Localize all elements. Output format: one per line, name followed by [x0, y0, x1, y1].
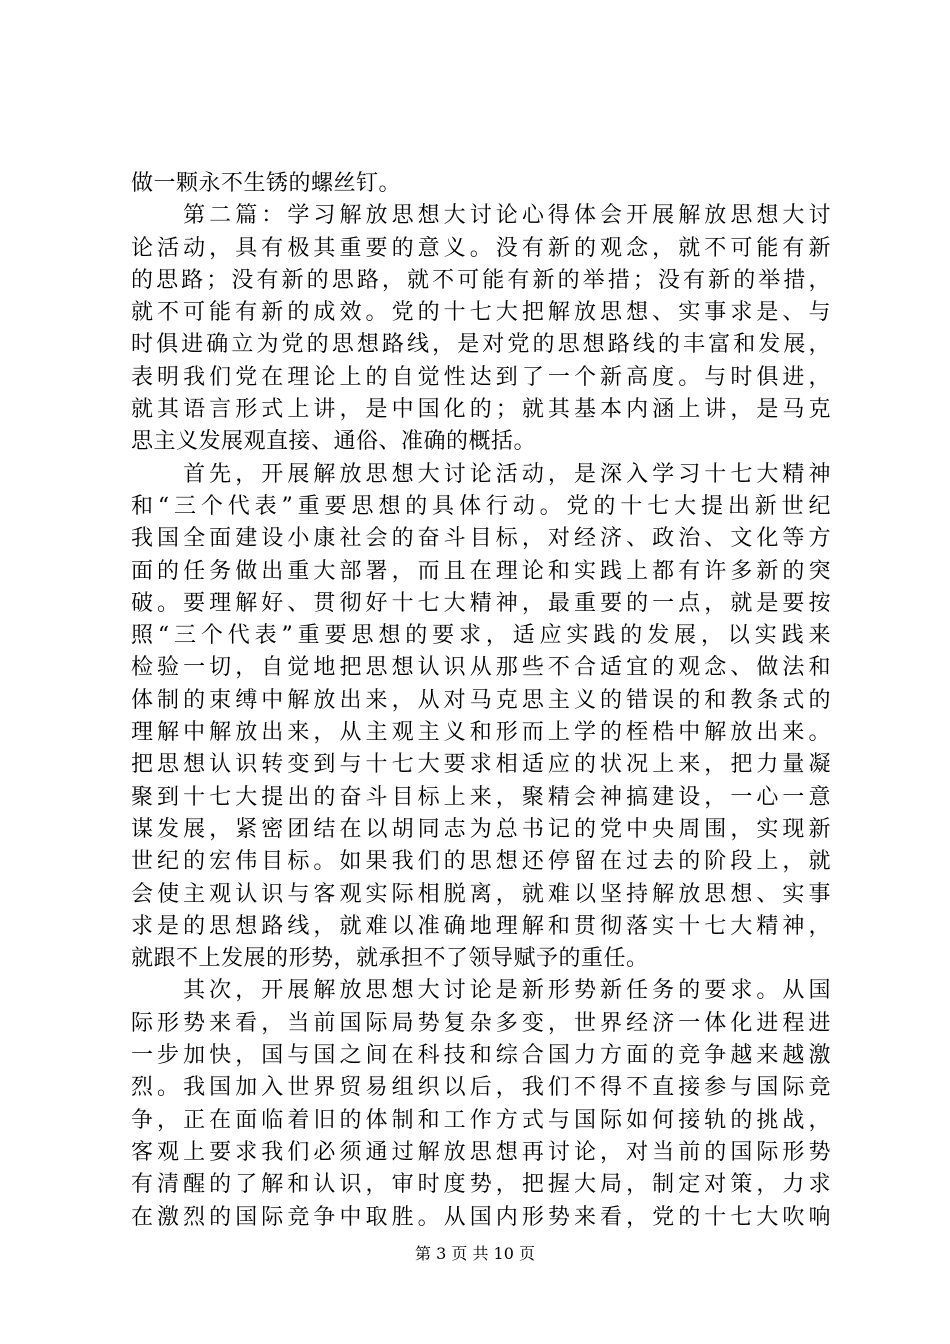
text-line: 理解中解放出来，从主观主义和形而上学的桎梏中解放出来。 — [131, 720, 831, 746]
text-line: 把思想认识转变到与十七大要求相适应的状况上来，把力量凝 — [131, 752, 831, 778]
text-line: 检验一切，自觉地把思想认识从那些不合适宜的观念、做法和 — [131, 655, 831, 681]
text-line: 的思路；没有新的思路，就不可能有新的举措；没有新的举措， — [131, 267, 831, 293]
text-line: 和“三个代表”重要思想的具体行动。党的十七大提出新世纪 — [131, 493, 831, 519]
text-line: 思主义发展观直接、通俗、准确的概括。 — [131, 429, 537, 455]
text-line: 其次，开展解放思想大讨论是新形势新任务的要求。从国 — [131, 978, 831, 1004]
text-line: 做一颗永不生锈的螺丝钉。 — [131, 171, 402, 196]
text-line: 就跟不上发展的形势，就承担不了领导赋予的重任。 — [131, 946, 649, 972]
text-line: 际形势来看，当前国际局势复杂多变，世界经济一体化进程进 — [131, 1010, 831, 1036]
text-line: 体制的束缚中解放出来，从对马克思主义的错误的和教条式的 — [131, 687, 831, 713]
text-line: 世纪的宏伟目标。如果我们的思想还停留在过去的阶段上，就 — [131, 849, 831, 875]
text-line: 谋发展，紧密团结在以胡同志为总书记的党中央周围，实现新 — [131, 816, 831, 842]
text-line: 在激烈的国际竞争中取胜。从国内形势来看，党的十七大吹响 — [131, 1204, 831, 1230]
text-line: 争，正在面临着旧的体制和工作方式与国际如何接轨的挑战， — [131, 1107, 831, 1133]
text-line: 就其语言形式上讲，是中国化的；就其基本内涵上讲，是马克 — [131, 397, 831, 423]
text-line: 首先，开展解放思想大讨论活动，是深入学习十七大精神 — [131, 461, 831, 487]
text-line: 有清醒的了解和认识，审时度势，把握大局，制定对策，力求 — [131, 1172, 831, 1198]
text-line: 就不可能有新的成效。党的十七大把解放思想、实事求是、与 — [131, 300, 831, 326]
text-line: 第二篇：学习解放思想大讨论心得体会开展解放思想大讨 — [131, 203, 831, 229]
text-line: 聚到十七大提出的奋斗目标上来，聚精会神搞建设，一心一意 — [131, 784, 831, 810]
text-line: 面的任务做出重大部署，而且在理论和实践上都有许多新的突 — [131, 558, 831, 584]
text-line: 我国全面建设小康社会的奋斗目标，对经济、政治、文化等方 — [131, 526, 831, 552]
text-line: 照“三个代表”重要思想的要求，适应实践的发展，以实践来 — [131, 623, 831, 649]
text-line: 会使主观认识与客观实际相脱离，就难以坚持解放思想、实事 — [131, 881, 831, 907]
text-line: 论活动，具有极其重要的意义。没有新的观念，就不可能有新 — [131, 235, 831, 261]
text-line: 客观上要求我们必须通过解放思想再讨论，对当前的国际形势 — [131, 1139, 831, 1165]
text-line: 时俱进确立为党的思想路线，是对党的思想路线的丰富和发展， — [131, 332, 831, 358]
text-line: 表明我们党在理论上的自觉性达到了一个新高度。与时俱进， — [131, 364, 831, 390]
text-line: 求是的思想路线，就难以准确地理解和贯彻落实十七大精神， — [131, 913, 831, 939]
body-text — [131, 168, 831, 1234]
text-line: 烈。我国加入世界贸易组织以后，我们不得不直接参与国际竞 — [131, 1075, 831, 1101]
page-footer: 第 3 页 共 10 页 — [415, 1244, 535, 1263]
text-line: 破。要理解好、贯彻好十七大精神，最重要的一点，就是要按 — [131, 590, 831, 616]
text-line: 一步加快，国与国之间在科技和综合国力方面的竞争越来越激 — [131, 1043, 831, 1069]
